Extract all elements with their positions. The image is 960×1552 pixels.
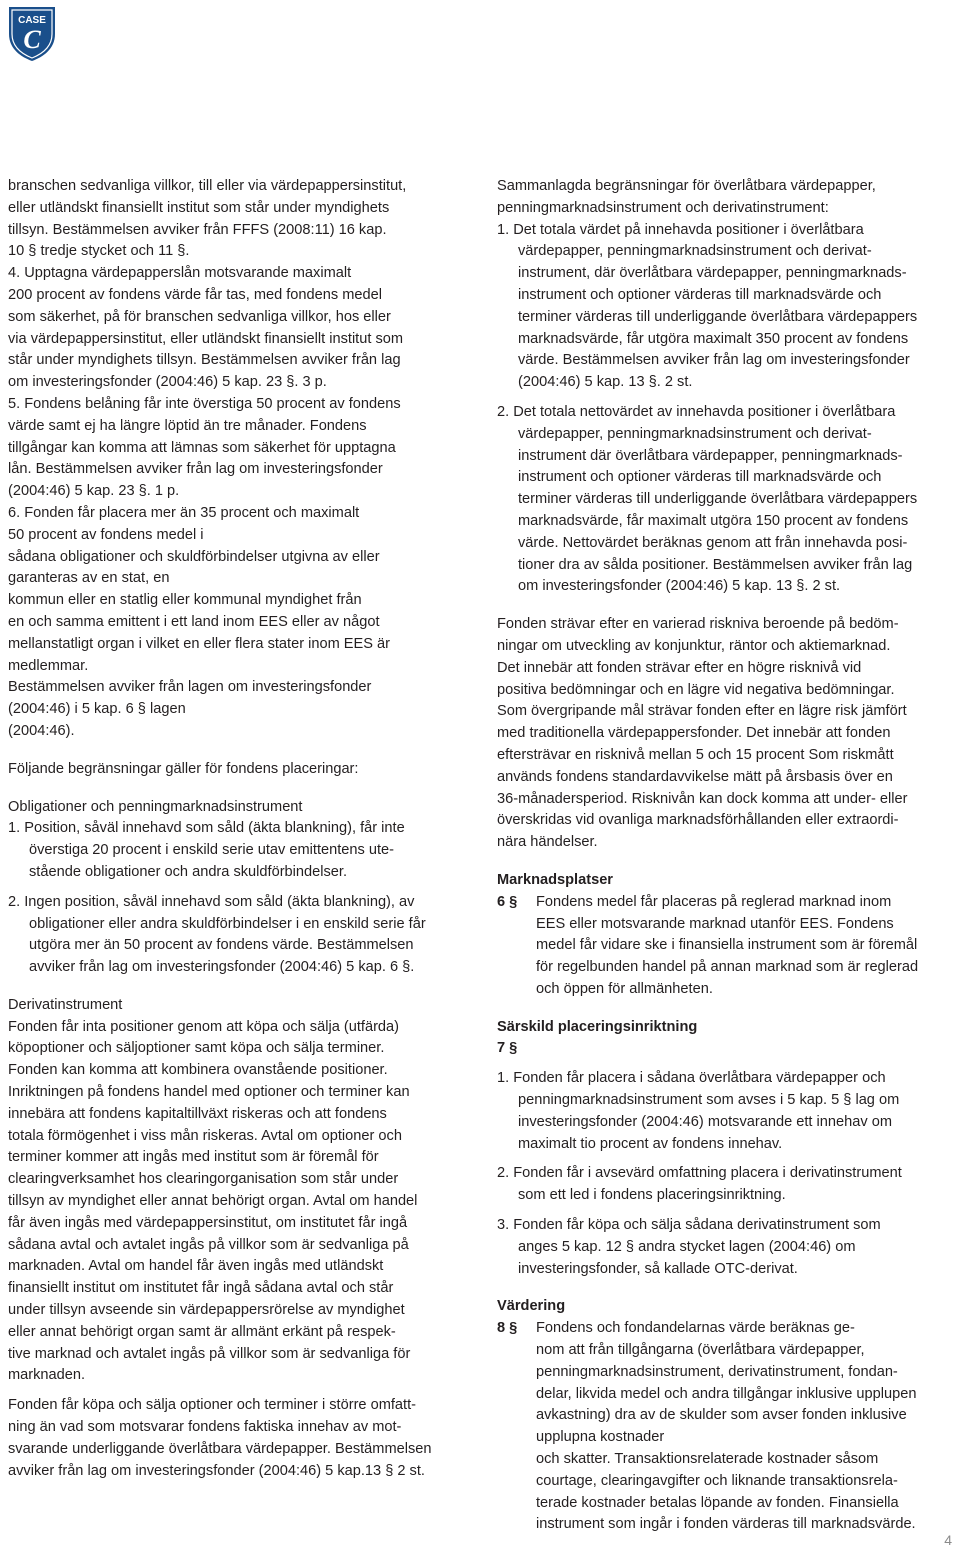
text-line: eller utländskt finansiellt institut som står under myndighets: [8, 199, 390, 216]
heading-vardering: Värdering: [497, 1298, 566, 1315]
logo-letter: C: [23, 25, 41, 54]
text-line: 10 § tredje stycket och 11 §.: [8, 243, 190, 260]
text-line: marknadsvärde, får utgöra maximalt 350 procent av fondens: [518, 330, 909, 347]
text-line: (2004:46) 5 kap. 13 §. 2 st.: [518, 374, 693, 391]
text-line: om investeringsfonder (2004:46) 5 kap. 23 §. 3 p.: [8, 374, 327, 391]
text-line: 1. Position, såväl innehavd som såld (äkta blankning), får inte: [8, 820, 405, 837]
text-line: 4. Upptagna värdepapperslån motsvarande maximalt: [8, 265, 352, 282]
text-line: medlemmar.: [8, 657, 89, 674]
text-line: instrument som ingår i fonden värderas till marknadsvärde.: [536, 1516, 916, 1533]
text-line: värdepapper, penningmarknadsinstrument och derivat-: [518, 425, 872, 442]
text-line: används fondens standardavvikelse mätt på årsbasis över en: [497, 768, 893, 785]
text-line: Fonden strävar efter en varierad riskniva beroende på bedöm-: [497, 616, 899, 633]
heading-sarskild-placeringsinriktning: Särskild placeringsinriktning: [497, 1018, 698, 1035]
text-line: EES eller motsvarande marknad utanför EES. Fondens: [536, 915, 894, 932]
text-line: utgöra mer än 50 procent av fondens värde. Bestämmelsen: [29, 937, 414, 954]
text-line: (2004:46) i 5 kap. 6 § lagen: [8, 701, 186, 718]
section-7-item-1: [497, 1068, 955, 1155]
text-line: innebära att fondens kapitaltillväxt riskeras och att fondens: [8, 1105, 387, 1122]
combined-limit-1: [497, 220, 955, 394]
text-line: anges 5 kap. 12 § andra stycket lagen (2004:46) om: [518, 1238, 856, 1255]
text-line: investeringsfonder (2004:46) motsvarande ett innehav om: [518, 1113, 892, 1130]
text-line: terminer värderas till underliggande överlåtbara värdepappers: [518, 491, 918, 508]
text-line: och skatter. Transaktionsrelaterade kostnader såsom: [536, 1451, 879, 1468]
text-line: svarande underliggande överlåtbara värdepapper. Bestämmelsen: [8, 1440, 432, 1457]
section-7-item-3: [497, 1215, 955, 1280]
text-line: 50 procent av fondens medel i: [8, 526, 204, 543]
text-line: instrument och optioner värderas till marknadsvärde och: [518, 286, 882, 303]
text-line: penningmarknadsinstrument som avses i 5 kap. 5 § lag om: [518, 1092, 900, 1109]
text-line: Fonden får köpa och sälja optioner och terminer i större omfatt-: [8, 1397, 417, 1414]
text-line: värde. Bestämmelsen avviker från lag om investeringsfonder: [518, 352, 910, 369]
text-line: Fondens och fondandelarnas värde beräknas ge-: [536, 1320, 855, 1337]
item-4-paragraph: [8, 263, 478, 394]
text-line: för regelbunden handel på annan marknad som är reglerad: [536, 959, 919, 976]
section-6: [497, 892, 955, 1001]
text-line: (2004:46).: [8, 722, 75, 739]
item-6-paragraph: [8, 503, 478, 743]
text-line: som ett led i fondens placeringsinriktning.: [518, 1187, 786, 1204]
text-line: courtage, clearingavgifter och liknande transaktionsrela-: [536, 1472, 898, 1489]
case-logo-icon: [6, 4, 58, 62]
text-line: eftersträvar en risknivå mellan 5 och 15 procent Som riskmått: [497, 746, 894, 763]
page-number: 4: [944, 1532, 952, 1548]
text-line: nom att från tillgångarna (överlåtbara värdepapper,: [536, 1342, 865, 1359]
text-line: tillgångar kan komma att lämnas som säkerhet för upptagna: [8, 439, 396, 456]
text-line: penningmarknadsinstrument och derivatinstrument:: [497, 199, 829, 216]
text-line: positiva bedömningar och en lägre vid negativa bedömningar.: [497, 681, 895, 698]
text-line: terminer kommer att ingås med institut som är föremål för: [8, 1149, 379, 1166]
text-line: sådana avtal och avtalet ingås på villkor som är sedvanliga på: [8, 1236, 409, 1253]
text-line: ning än vad som motsvarar fondens faktiska innehav av mot-: [8, 1419, 402, 1436]
section-8: [497, 1318, 955, 1536]
text-line: finansiellt institut om institutet får ingå sådana avtal och står: [8, 1280, 394, 1297]
text-line: marknaden.: [8, 1367, 86, 1384]
text-line: värdepapper, penningmarknadsinstrument och derivat-: [518, 243, 872, 260]
text-line: investeringsfonder, så kallade OTC-derivat.: [518, 1260, 798, 1277]
text-line: 1. Fonden får placera i sådana överlåtbara värdepapper och: [497, 1070, 886, 1087]
heading-marknadsplatser: Marknadsplatser: [497, 871, 613, 888]
text-line: värde samt ej ha längre löptid än tre månader. Fondens: [8, 417, 367, 434]
text-line: 1. Det totala värdet på innehavda positioner i överlåtbara: [497, 221, 864, 238]
section-7-number: 7 §: [497, 1040, 518, 1057]
text-line: Det innebär att fonden strävar efter en högre risknivå vid: [497, 659, 862, 676]
text-line: marknaden. Avtal om handel får även ingås med utländskt: [8, 1258, 384, 1275]
options-paragraph: [8, 1395, 478, 1482]
text-line: värde. Nettovärdet beräknas genom att från innehavda posi-: [518, 534, 908, 551]
text-line: tillsyn av myndighet eller annat behörigt organ. Avtal om handel: [8, 1193, 418, 1210]
text-line: Derivatinstrument: [8, 996, 123, 1013]
text-line: eller annat behörigt organ samt är allmänt erkänt på respek-: [8, 1323, 396, 1340]
text-line: tillsyn. Bestämmelsen avviker från FFFS (2008:11) 16 kap.: [8, 221, 387, 238]
text-line: garanteras av en stat, en: [8, 570, 170, 587]
text-line: totala förmögenhet i viss mån riskeras. Avtal om optioner och: [8, 1127, 402, 1144]
text-line: 5. Fondens belåning får inte överstiga 50 procent av fondens: [8, 395, 401, 412]
text-line: tive marknad och avtalet ingås på villkor som är sedvanliga för: [8, 1345, 411, 1362]
section-7-item-2: [497, 1163, 955, 1207]
text-line: (2004:46) 5 kap. 23 §. 1 p.: [8, 483, 180, 500]
text-line: Som övergripande mål strävar fonden efter en lägre risk jämfört: [497, 703, 907, 720]
text-line: terade kostnader betalas löpande av fonden. Finansiella: [536, 1494, 899, 1511]
risk-level-paragraph: [497, 614, 955, 854]
text-line: kommun eller en statlig eller kommunal myndighet från: [8, 592, 362, 609]
text-line: upplupna kostnader: [536, 1429, 665, 1446]
text-line: penningmarknadsinstrument, derivatinstrument, fondan-: [536, 1363, 898, 1380]
logo-label: CASE: [18, 15, 46, 26]
text-line: om investeringsfonder (2004:46) 5 kap. 13 §. 2 st.: [518, 578, 841, 595]
text-line: marknadsvärde, får maximalt utgöra 150 procent av fondens: [518, 512, 909, 529]
bonds-item-1: [8, 818, 478, 883]
text-line: som säkerhet, på för branschen sedvanliga villkor, hos eller: [8, 308, 391, 325]
item-5-paragraph: [8, 394, 478, 503]
text-line: köpoptioner och säljoptioner samt köpa och sälja terminer.: [8, 1040, 385, 1057]
text-line: delar, likvida medel och andra tillgångar inklusive upplupen: [536, 1385, 917, 1402]
text-line: med traditionella värdepappersfonder. Det innebär att fonden: [497, 725, 891, 742]
text-line: under tillsyn avseende sin värdepappersrörelse av myndighet: [8, 1302, 405, 1319]
text-line: branschen sedvanliga villkor, till eller via värdepappersinstitut,: [8, 178, 407, 194]
text-line: Sammanlagda begränsningar för överlåtbara värdepapper,: [497, 178, 876, 194]
section-8-number: 8 §: [497, 1320, 518, 1337]
bonds-heading: Obligationer och penningmarknadsinstrument: [8, 798, 303, 815]
text-line: via värdepappersinstitut, eller utländskt finansiellt institut som: [8, 330, 404, 347]
text-line: Fonden får inta positioner genom att köpa och sälja (utfärda): [8, 1018, 400, 1035]
text-line: en och samma emittent i ett land inom EES eller av något: [8, 613, 380, 630]
text-line: 2. Fonden får i avsevärd omfattning placera i derivatinstrument: [497, 1165, 902, 1182]
text-line: mellanstatligt organ i vilket en eller flera stater inom EES är: [8, 635, 391, 652]
text-line: clearingverksamhet hos clearingorganisation som står under: [8, 1171, 399, 1188]
text-line: maximalt tio procent av fondens innehav.: [518, 1135, 783, 1152]
text-line: 2. Ingen position, såväl innehavd som såld (äkta blankning), av: [8, 893, 415, 910]
derivatives-paragraph: [8, 995, 478, 1387]
text-line: avviker från lag om investeringsfonder (2004:46) 5 kap. 6 §.: [29, 959, 415, 976]
text-line: instrument, där överlåtbara värdepapper, penningmarknads-: [518, 265, 907, 282]
combined-limits-intro: [497, 176, 955, 220]
text-line: lån. Bestämmelsen avviker från lag om investeringsfonder: [8, 461, 383, 478]
text-line: och öppen för allmänheten.: [536, 980, 713, 997]
section-6-number: 6 §: [497, 893, 518, 910]
combined-limit-2: [497, 402, 955, 598]
text-line: 2. Det totala nettovärdet av innehavda positioner i överlåtbara: [497, 403, 896, 420]
text-line: överskridas vid ovanliga marknadsförhållanden eller extraordi-: [497, 812, 899, 829]
text-line: avviker från lag om investeringsfonder (2004:46) 5 kap.13 § 2 st.: [8, 1462, 425, 1479]
text-line: tioner dra av sålda positioner. Bestämmelsen avviker från lag: [518, 556, 913, 573]
text-line: Fonden kan komma att kombinera ovanstående positioner.: [8, 1062, 388, 1079]
text-line: Inriktningen på fondens handel med optioner och terminer kan: [8, 1084, 410, 1101]
text-line: stående obligationer och andra skuldförbindelser.: [29, 863, 348, 880]
text-line: obligationer eller andra skuldförbindelser i en enskild serie får: [29, 915, 426, 932]
bonds-item-2: [8, 892, 478, 979]
text-line: 3. Fonden får köpa och sälja sådana derivatinstrument som: [497, 1217, 881, 1234]
text-line: ningar om utveckling av konjunktur, räntor och aktiemarknad.: [497, 637, 891, 654]
text-line: 6. Fonden får placera mer än 35 procent och maximalt: [8, 504, 360, 521]
text-line: terminer värderas till underliggande överlåtbara värdepappers: [518, 308, 918, 325]
text-line: överstiga 20 procent i enskild serie utav emittentens ute-: [29, 842, 395, 859]
text-line: instrument och optioner värderas till marknadsvärde och: [518, 469, 882, 486]
text-line: Bestämmelsen avviker från lagen om investeringsfonder: [8, 679, 372, 696]
text-line: får även ingås med värdepappersinstitut, om institutet får ingå: [8, 1214, 408, 1231]
text-line: står under myndighets tillsyn. Bestämmelsen avviker från lag: [8, 352, 401, 369]
text-line: sådana obligationer och skuldförbindelser utgivna av eller: [8, 548, 380, 565]
text-line: nära händelser.: [497, 834, 598, 851]
text-line: medel får vidare ske i finansiella instrument som är föremål: [536, 937, 918, 954]
right-column: [497, 176, 955, 1536]
text-line: instrument där överlåtbara värdepapper, penningmarknads-: [518, 447, 903, 464]
text-line: 200 procent av fondens värde får tas, med fondens medel: [8, 286, 382, 303]
text-line: 36-månadersperiod. Risknivån kan dock komma att under- eller: [497, 790, 908, 807]
left-column: [8, 176, 478, 1482]
paragraph-continued: [8, 176, 478, 263]
text-line: avkastning) dra av de skulder som avser fonden inklusive: [536, 1407, 907, 1424]
text-line: Fondens medel får placeras på reglerad marknad inom: [536, 893, 892, 910]
restrictions-intro: Följande begränsningar gäller för fondens placeringar:: [8, 760, 359, 777]
